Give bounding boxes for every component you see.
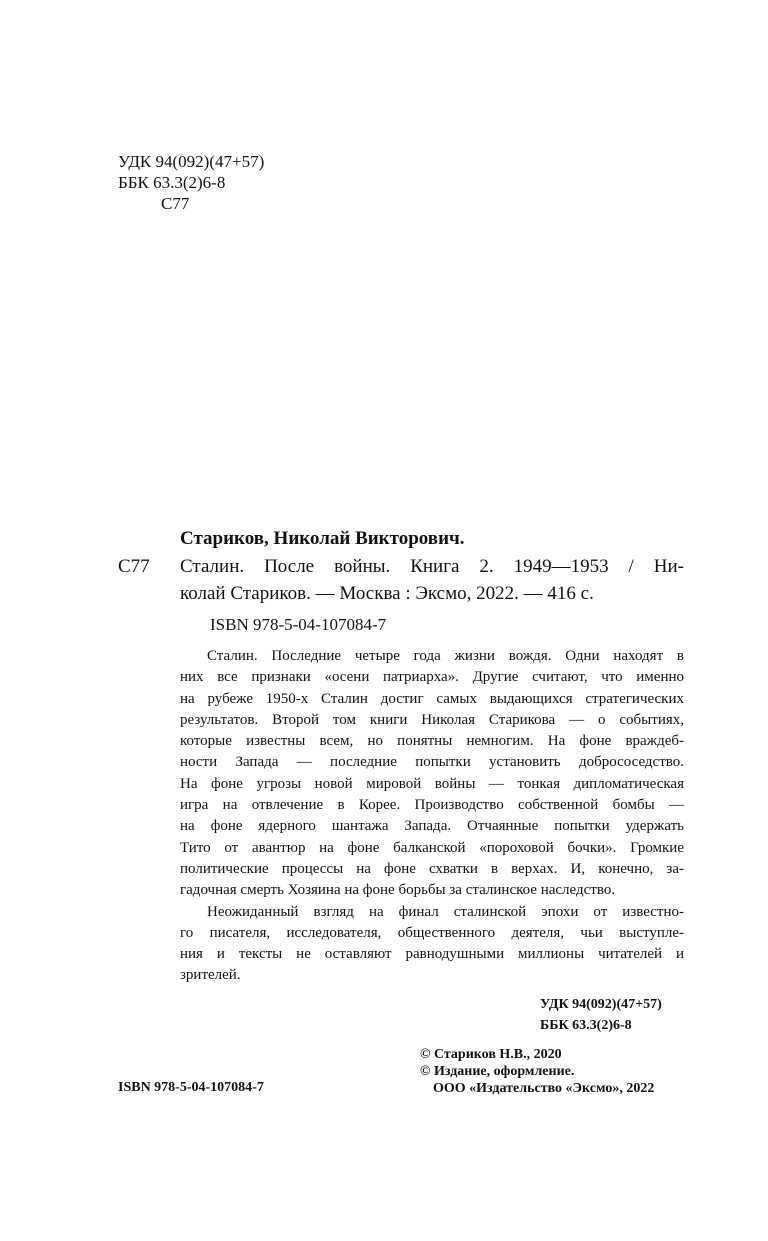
copyright-publisher: ООО «Издательство «Эксмо», 2022 — [433, 1081, 655, 1096]
author-mark-record: С77 — [118, 556, 150, 577]
annotation-line: ности Запада — последние попытки установить добрососедство. — [180, 754, 684, 771]
annotation — [180, 646, 684, 987]
bottom-codes — [540, 994, 662, 1036]
title-description — [180, 553, 684, 607]
title-line-2: колай Стариков. — Москва : Эксмо, 2022. — 416 с. — [180, 583, 594, 604]
bbk-code-bottom: ББК 63.3(2)6-8 — [540, 1018, 632, 1033]
copyright-block — [420, 1046, 654, 1097]
annotation-line: На фоне угрозы новой мировой войны — тонкая дипломатическая — [180, 775, 684, 792]
udk-code-top: УДК 94(092)(47+57) — [118, 152, 265, 171]
annotation-line: на рубеже 1950-х Сталин достиг самых выдающихся стратегических — [180, 690, 684, 707]
author-mark-top: С77 — [161, 194, 190, 213]
annotation-line: зрителей. — [180, 967, 241, 984]
isbn-record: ISBN 978-5-04-107084-7 — [210, 615, 387, 634]
title-line-1: Сталин. После войны. Книга 2. 1949—1953 / Ни- — [180, 556, 684, 577]
udk-code-bottom: УДК 94(092)(47+57) — [540, 997, 662, 1012]
bbk-code-top: ББК 63.3(2)6-8 — [118, 173, 226, 192]
annotation-line: Сталин. Последние четыре года жизни вождя. Одни находят в — [207, 648, 684, 664]
annotation-line: Неожиданный взгляд на финал сталинской эпохи от известно- — [207, 903, 684, 920]
annotation-line: игра на отвлечение в Корее. Производство собственной бомбы — — [180, 797, 684, 814]
annotation-line: политические процессы на фоне схватки в верхах. И, конечно, за- — [180, 860, 684, 877]
annotation-line: которые известны всем, но понятны немногим. На фоне враждеб- — [180, 733, 684, 750]
copyright-edition: © Издание, оформление. — [420, 1064, 575, 1079]
annotation-line: Тито от авантюр на фоне балканской «пороховой бочки». Громкие — [180, 839, 684, 856]
annotation-line: гадочная смерть Хозяина на фоне борьбы за сталинское наследство. — [180, 882, 616, 899]
copyright-author: © Стариков Н.В., 2020 — [420, 1047, 562, 1062]
annotation-line: них все признаки «осени патриарха». Другие считают, что именно — [180, 669, 684, 686]
isbn-bottom: ISBN 978-5-04-107084-7 — [118, 1080, 264, 1095]
annotation-line: ния и тексты не оставляют равнодушными миллионы читателей и — [180, 946, 684, 963]
annotation-line: результатов. Второй том книги Николая Старикова — о событиях, — [180, 711, 684, 728]
author-name: Стариков, Николай Викторович. — [180, 528, 465, 549]
annotation-line: го писателя, исследователя, общественного деятеля, чьи выступле- — [180, 924, 684, 941]
annotation-line: на фоне ядерного шантажа Запада. Отчаянные попытки удержать — [180, 818, 684, 835]
